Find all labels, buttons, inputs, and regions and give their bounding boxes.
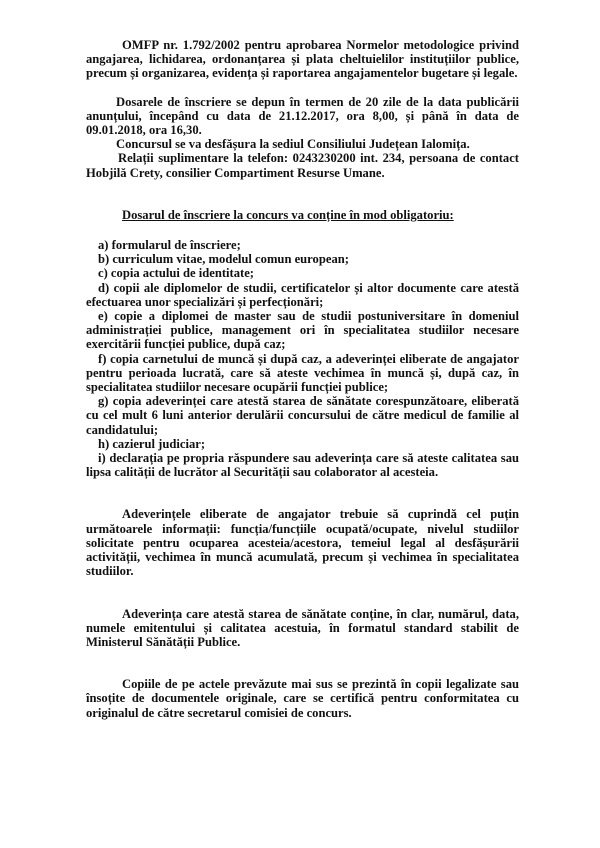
dossier-item: d) copii ale diplomelor de studii, certificatelor și altor documente care atestă efectuarea unor specializări și perfecționări;	[86, 280, 519, 309]
dossier-item: f) copia carnetului de muncă și după caz, a adeverinței eliberate de angajator pentru perioada lucrată, care să ateste vechimea în muncă și, după caz, în specialitatea studiilor necesare ocupării funcției publice;	[86, 351, 519, 395]
contact-paragraph: Relații suplimentare la telefon: 0243230200 int. 234, persoana de contact Hobjilă Crety, consilier Compartiment Resurse Umane.	[86, 151, 519, 180]
dossier-heading: Dosarul de înscriere la concurs va conține în mod obligatoriu:	[122, 207, 454, 222]
health-paragraph: Adeverința care atestă starea de sănătate conține, în clar, numărul, data, numele emitentului și calitatea acestuia, în formatul standard stabilit de Ministerul Sănătății Publice.	[86, 606, 519, 649]
venue-paragraph: Concursul se va desfășura la sediul Consiliului Județean Ialomița.	[116, 137, 470, 152]
submission-paragraph: Dosarele de înscriere se depun în termen de 20 zile de la data publicării anunțului, începând cu data de 21.12.2017, ora 8,00, și până în data de 09.01.2018, ora 16,30.	[86, 94, 519, 138]
dossier-item: h) cazierul judiciar;	[98, 436, 206, 451]
dossier-item: g) copia adeverinței care atestă starea de sănătate corespunzătoare, eliberată cu cel mult 6 luni anterior derulării concursului de către medicul de familie al candidatului;	[86, 394, 519, 437]
certificates-paragraph: Adeverințele eliberate de angajator trebuie să cuprindă cel puțin următoarele informații: funcția/funcțiile ocupată/ocupate, nivelul studiilor solicitate pentru ocuparea acesteia/acestora, temeiul legal al desfășurării activității, vechimea în muncă acumulată, precum și vechimea în specialitatea studiilor.	[86, 507, 519, 579]
dossier-item: e) copie a diplomei de master sau de studii postuniversitare în domeniul administrației publice, management ori în specialitatea studiilor necesare exercitării funcției publice, după caz;	[86, 309, 519, 352]
dossier-list	[86, 238, 519, 479]
dossier-item: a) formularul de înscriere;	[98, 238, 241, 253]
document-page	[86, 38, 519, 720]
dossier-item: c) copia actului de identitate;	[98, 266, 255, 281]
intro-paragraph: OMFP nr. 1.792/2002 pentru aprobarea Normelor metodologice privind angajarea, lichidarea, ordonanțarea și plata cheltuielilor instituțiilor publice, precum și organizarea, evidența și raportarea angajamentelor bugetare și legale.	[86, 38, 519, 81]
dossier-item: b) curriculum vitae, modelul comun european;	[98, 252, 349, 267]
copies-paragraph: Copiile de pe actele prevăzute mai sus se prezintă în copii legalizate sau însoțite de documentele originale, care se certifică pentru conformitatea cu originalul de către secretarul comisiei de concurs.	[86, 677, 519, 720]
dossier-item: i) declarația pe propria răspundere sau adeverința care să ateste calitatea sau lipsa calității de lucrător al Securității sau colaborator al acesteia.	[86, 451, 519, 480]
